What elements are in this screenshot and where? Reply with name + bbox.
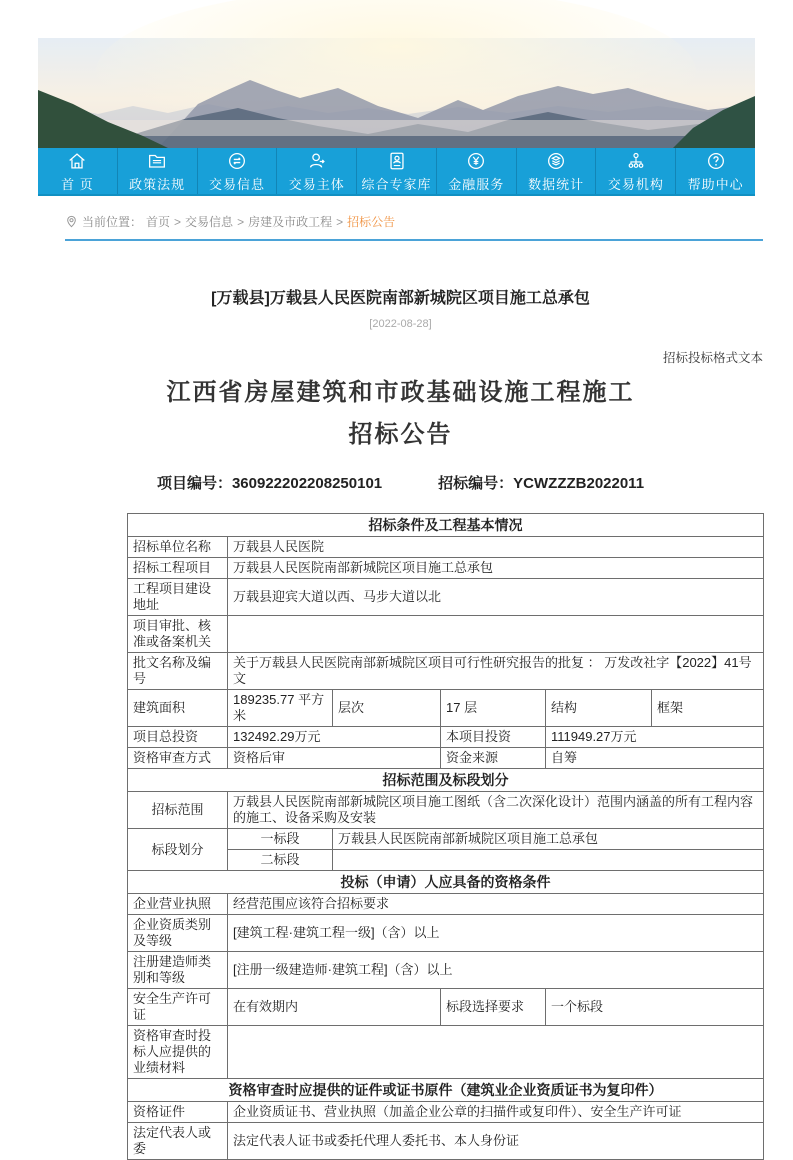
nav-item-expert-pool[interactable] — [356, 148, 436, 194]
bid-number-value: YCWZZZB2022011 — [513, 475, 645, 492]
table-row — [128, 1026, 764, 1079]
nav-item-help[interactable] — [675, 148, 755, 194]
table-cell: 万载县人民医院南部新城院区项目施工图纸（含二次深化设计）范围内涵盖的所有工程内容的施工、设备采购及安装 — [228, 792, 764, 829]
table-cell: 111949.27万元 — [546, 727, 764, 748]
header-banner-image — [38, 38, 755, 148]
table-cell: 万载县人民医院 — [228, 537, 764, 558]
table-cell: 框架 — [652, 690, 764, 727]
table-row — [128, 537, 764, 558]
table-cell: 资格审查时投标人应提供的业绩材料 — [128, 1026, 228, 1079]
nav-item-trade-subject[interactable] — [276, 148, 356, 194]
table-cell: 二标段 — [228, 850, 333, 871]
table-cell: 自筹 — [546, 748, 764, 769]
table-row — [128, 558, 764, 579]
policy-icon — [146, 150, 168, 172]
announcement-table-body — [128, 514, 764, 1160]
table-section-header: 投标（申请）人应具备的资格条件 — [128, 871, 764, 894]
table-row — [128, 769, 764, 792]
table-cell: 经营范围应该符合招标要求 — [228, 894, 764, 915]
table-cell: 项目总投资 — [128, 727, 228, 748]
table-cell: 企业资质证书、营业执照（加盖企业公章的扫描件或复印件）、安全生产许可证 — [228, 1102, 764, 1123]
table-row — [128, 989, 764, 1026]
exchange-icon — [226, 150, 248, 172]
nav-label: 交易主体 — [288, 176, 345, 192]
table-cell: 17 层 — [441, 690, 546, 727]
table-cell: 在有效期内 — [228, 989, 441, 1026]
help-icon — [705, 150, 727, 172]
table-row — [128, 952, 764, 989]
organization-icon — [625, 150, 647, 172]
finance-icon — [465, 150, 487, 172]
project-number-label: 项目编号： — [156, 475, 232, 492]
table-row — [128, 1123, 764, 1160]
nav-label: 交易信息 — [208, 176, 265, 192]
document-heading-line1: 江西省房屋建筑和市政基础设施工程施工 — [166, 379, 635, 406]
table-row — [128, 616, 764, 653]
table-cell: 资格审查方式 — [128, 748, 228, 769]
breadcrumb-separator: > — [237, 214, 245, 229]
table-cell: 本项目投资 — [441, 727, 546, 748]
publish-date: [2022-08-28] — [369, 318, 432, 330]
breadcrumb-separator: > — [174, 214, 182, 229]
table-cell: 资格后审 — [228, 748, 441, 769]
breadcrumb-current-page: 招标公告 — [347, 215, 396, 229]
table-cell: 资格证件 — [128, 1102, 228, 1123]
table-row — [128, 894, 764, 915]
table-row — [128, 829, 764, 850]
table-cell: 项目审批、核准或备案机关 — [128, 616, 228, 653]
mountain-landscape-graphic — [38, 38, 755, 148]
nav-item-home[interactable] — [38, 148, 117, 194]
table-row — [128, 1079, 764, 1102]
subject-icon — [306, 150, 328, 172]
table-cell: 层次 — [333, 690, 441, 727]
table-row — [128, 579, 764, 616]
nav-item-policy[interactable] — [117, 148, 197, 194]
table-section-header: 招标范围及标段划分 — [128, 769, 764, 792]
table-section-header: 资格审查时应提供的证件或证书原件（建筑业企业资质证书为复印件） — [128, 1079, 764, 1102]
table-cell: 132492.29万元 — [228, 727, 441, 748]
table-row — [128, 871, 764, 894]
table-cell: 安全生产许可证 — [128, 989, 228, 1026]
breadcrumb-location-label: 当前位置： — [82, 215, 143, 229]
page-title: [万载县]万载县人民医院南部新城院区项目施工总承包 — [211, 290, 590, 307]
nav-item-finance[interactable] — [436, 148, 516, 194]
table-cell: 万载县迎宾大道以西、马步大道以北 — [228, 579, 764, 616]
table-cell: 万载县人民医院南部新城院区项目施工总承包 — [333, 829, 764, 850]
nav-label: 数据统计 — [528, 176, 585, 192]
table-cell: 一个标段 — [546, 989, 764, 1026]
nav-label: 帮助中心 — [687, 176, 744, 192]
format-note: 招标投标格式文本 — [662, 351, 763, 365]
breadcrumb — [65, 213, 395, 230]
nav-item-trade-info[interactable] — [197, 148, 277, 194]
table-cell: 企业资质类别及等级 — [128, 915, 228, 952]
announcement-article — [38, 241, 763, 1160]
table-row — [128, 514, 764, 537]
table-row — [128, 915, 764, 952]
table-cell: 批文名称及编号 — [128, 653, 228, 690]
location-pin-icon — [65, 215, 78, 228]
table-cell — [228, 1026, 764, 1079]
nav-label: 综合专家库 — [361, 176, 432, 192]
table-cell: 企业营业执照 — [128, 894, 228, 915]
table-cell: [建筑工程·建筑工程一级]（含）以上 — [228, 915, 764, 952]
table-cell: 资金来源 — [441, 748, 546, 769]
table-row — [128, 748, 764, 769]
table-cell: 189235.77 平方米 — [228, 690, 333, 727]
breadcrumb-item-trade-info[interactable]: 交易信息 — [185, 215, 234, 229]
main-navigation — [38, 148, 755, 196]
table-section-header: 招标条件及工程基本情况 — [128, 514, 764, 537]
table-cell: 关于万载县人民医院南部新城院区项目可行性研究报告的批复 ： 万发改社字【2022】41号文 — [228, 653, 764, 690]
nav-label: 政策法规 — [129, 176, 186, 192]
project-numbers-line — [38, 472, 763, 493]
statistics-icon — [545, 150, 567, 172]
table-row — [128, 727, 764, 748]
table-cell: 法定代表人或委 — [128, 1123, 228, 1160]
table-cell: 招标范围 — [128, 792, 228, 829]
table-cell: 一标段 — [228, 829, 333, 850]
document-heading — [38, 372, 763, 456]
table-cell: 工程项目建设地址 — [128, 579, 228, 616]
breadcrumb-separator: > — [336, 214, 344, 229]
nav-label: 首 页 — [61, 176, 94, 192]
announcement-table — [127, 513, 764, 1160]
table-row — [128, 653, 764, 690]
nav-item-statistics[interactable] — [516, 148, 596, 194]
breadcrumb-item-home[interactable]: 首页 — [146, 215, 171, 229]
table-cell: 招标工程项目 — [128, 558, 228, 579]
home-icon — [66, 150, 88, 172]
table-cell: [注册一级建造师·建筑工程]（含）以上 — [228, 952, 764, 989]
table-cell: 招标单位名称 — [128, 537, 228, 558]
table-cell: 标段选择要求 — [441, 989, 546, 1026]
breadcrumb-item-construction[interactable]: 房建及市政工程 — [248, 215, 333, 229]
table-row — [128, 792, 764, 829]
table-cell: 法定代表人证书或委托代理人委托书、本人身份证 — [228, 1123, 764, 1160]
nav-label: 交易机构 — [607, 176, 664, 192]
table-cell: 结构 — [546, 690, 652, 727]
project-number-value: 360922202208250101 — [231, 475, 383, 492]
nav-item-institutions[interactable] — [595, 148, 675, 194]
nav-label: 金融服务 — [448, 176, 505, 192]
table-cell: 标段划分 — [128, 829, 228, 871]
table-cell: 建筑面积 — [128, 690, 228, 727]
document-heading-line2: 招标公告 — [348, 421, 453, 448]
expert-icon — [386, 150, 408, 172]
table-row — [128, 1102, 764, 1123]
table-cell — [228, 616, 764, 653]
table-cell — [333, 850, 764, 871]
bid-number-label: 招标编号： — [438, 475, 514, 492]
table-cell: 注册建造师类别和等级 — [128, 952, 228, 989]
table-cell: 万载县人民医院南部新城院区项目施工总承包 — [228, 558, 764, 579]
table-row — [128, 690, 764, 727]
